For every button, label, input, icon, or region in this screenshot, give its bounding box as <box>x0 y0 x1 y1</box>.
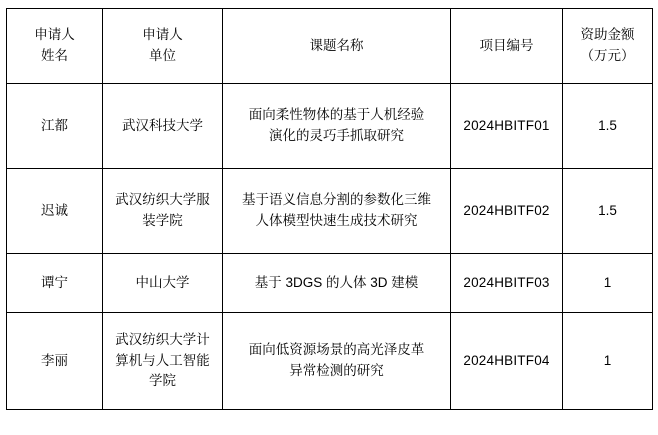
cell-project-title-line1: 面向柔性物体的基于人机经验 <box>248 107 425 123</box>
cell-project-title-line2: 异常检测的研究 <box>289 363 384 378</box>
header-applicant-unit-line2: 单位 <box>149 48 176 63</box>
table-header-row <box>7 9 653 84</box>
header-project-code <box>451 9 563 84</box>
cell-project-title-line2: 人体模型快速生成技术研究 <box>255 213 418 228</box>
table-header <box>7 9 653 84</box>
cell-applicant-unit <box>103 169 223 254</box>
header-applicant-unit-line1: 申请人 <box>142 27 183 43</box>
cell-grant-amount: 1.5 <box>563 169 653 254</box>
header-applicant-unit <box>103 9 223 84</box>
cell-grant-amount: 1.5 <box>563 84 653 169</box>
cell-project-code: 2024HBITF01 <box>451 84 563 169</box>
header-project-title-line1: 课题名称 <box>309 37 364 53</box>
header-grant-amount <box>563 9 653 84</box>
cell-applicant-name: 谭宁 <box>7 254 103 313</box>
cell-applicant-unit-line1: 武汉纺织大学服 <box>115 192 210 208</box>
header-grant-amount-line2: （万元） <box>580 48 635 63</box>
cell-project-title <box>223 84 451 169</box>
cell-applicant-unit-line2: 装学院 <box>142 213 183 228</box>
cell-applicant-name: 李丽 <box>7 313 103 410</box>
header-applicant-name-line1: 申请人 <box>34 27 75 43</box>
cell-grant-amount: 1 <box>563 254 653 313</box>
header-applicant-name <box>7 9 103 84</box>
cell-project-code: 2024HBITF03 <box>451 254 563 313</box>
cell-applicant-unit-line3: 学院 <box>149 373 176 389</box>
cell-applicant-unit: 中山大学 <box>103 254 223 313</box>
cell-grant-amount: 1 <box>563 313 653 410</box>
cell-applicant-unit <box>103 313 223 410</box>
header-grant-amount-line1: 资助金额 <box>580 27 635 43</box>
cell-project-title-line2: 演化的灵巧手抓取研究 <box>269 128 404 143</box>
table-body <box>7 84 653 410</box>
cell-applicant-unit: 武汉科技大学 <box>103 84 223 169</box>
header-project-title <box>223 9 451 84</box>
header-applicant-name-line2: 姓名 <box>41 48 68 63</box>
grant-list-table <box>6 8 653 410</box>
cell-project-title-line1: 基于语义信息分割的参数化三维 <box>242 192 431 208</box>
cell-applicant-unit-line1: 武汉纺织大学计 <box>115 331 210 347</box>
header-project-code-line1: 项目编号 <box>479 37 534 53</box>
table-row <box>7 169 653 254</box>
cell-project-title <box>223 169 451 254</box>
cell-project-code: 2024HBITF04 <box>451 313 563 410</box>
cell-project-code: 2024HBITF02 <box>451 169 563 254</box>
cell-project-title <box>223 313 451 410</box>
cell-applicant-name: 迟诚 <box>7 169 103 254</box>
table-row <box>7 254 653 313</box>
table-row <box>7 84 653 169</box>
cell-applicant-unit-line2: 算机与人工智能 <box>115 352 210 368</box>
cell-project-title-line1: 面向低资源场景的高光泽皮革 <box>248 342 425 358</box>
cell-applicant-name: 江都 <box>7 84 103 169</box>
cell-project-title: 基于 3DGS 的人体 3D 建模 <box>223 254 451 313</box>
table-row <box>7 313 653 410</box>
